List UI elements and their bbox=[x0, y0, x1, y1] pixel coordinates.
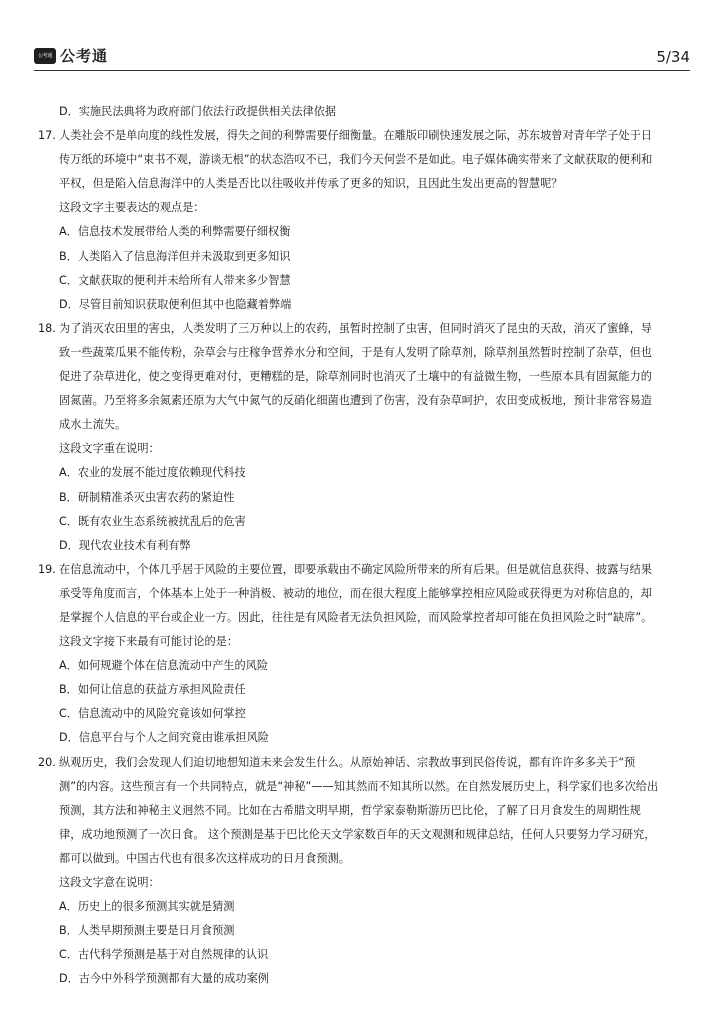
document-body bbox=[38, 100, 690, 991]
option-b: B．如何让信息的获益方承担风险责任 bbox=[59, 683, 246, 697]
page-header bbox=[34, 44, 690, 71]
question-prompt: 这段文字意在说明： bbox=[59, 876, 160, 889]
question-text-line: 纵观历史，我们会发现人们迫切地想知道未来会发生什么。从原始神话、宗教故事到民俗传说，都有许许多多关于“预 bbox=[59, 755, 636, 769]
option-a: A．如何规避个体在信息流动中产生的风险 bbox=[59, 659, 269, 673]
question-text-line: 测”的内容。这些预言有一个共同特点，就是“神秘”——知其然而不知其所以然。在自然发展历史上，科学家们也多次给出 bbox=[59, 779, 659, 793]
option-a: A．农业的发展不能过度依赖现代科技 bbox=[59, 466, 246, 480]
question-text-line: 平权，但是陷入信息海洋中的人类是否比以往吸收并传承了更多的知识，且因此生发出更高的智慧呢？ bbox=[59, 177, 563, 191]
logo-text: 公考通 bbox=[60, 47, 109, 65]
question-number: 19. bbox=[38, 562, 56, 576]
question-20 bbox=[38, 751, 690, 992]
option-d: D．信息平台与个人之间究竟由谁承担风险 bbox=[59, 731, 269, 745]
question-text-line: 促进了杂草进化，使之变得更难对付，更糟糕的是，除草剂同时也消灭了土壤中的有益微生物，一些原本具有固氮能力的 bbox=[59, 370, 652, 384]
question-text-line: 是掌握个人信息的平台或企业一方。因此，往往是有风险者无法负担风险，而风险掌控者却可能在负担风险之时“缺席”。 bbox=[59, 610, 653, 624]
question-text-line: 为了消灭农田里的害虫，人类发明了三万种以上的农药，虽暂时控制了虫害，但同时消灭了昆虫的天敌，消灭了蜜蜂，导 bbox=[59, 321, 652, 335]
question-19 bbox=[38, 558, 690, 751]
option-a: A．历史上的很多预测其实就是猜测 bbox=[59, 900, 235, 914]
option-b: B．人类早期预测主要是日月食预测 bbox=[59, 924, 235, 938]
option-c: C．文献获取的便利并未给所有人带来多少智慧 bbox=[59, 273, 291, 287]
question-text-line: 成水土流失。 bbox=[59, 418, 127, 432]
question-prompt: 这段文字主要表达的观点是： bbox=[59, 201, 205, 215]
page-number: 5/34 bbox=[656, 48, 690, 66]
question-text-line: 致一些蔬菜瓜果不能传粉，杂草会与庄稼争营养水分和空间，于是有人发明了除草剂，除草剂虽然暂时控制了杂草，但也 bbox=[59, 345, 652, 359]
question-text-line: 承受等角度而言，个体基本上处于一种消极、被动的地位，而在很大程度上能够掌控相应风险或获得更为对称信息的，却 bbox=[59, 586, 652, 600]
brand-logo bbox=[34, 45, 108, 66]
option-d: D．现代农业技术有利有弊 bbox=[59, 538, 191, 552]
question-text-line: 预测，其方法和神秘主义迥然不同。比如在古希腊文明早期，哲学家泰勒斯游历巴比伦，了解了日月食发生的周期性规 bbox=[59, 803, 641, 817]
question-prompt: 这段文字重在说明： bbox=[59, 442, 160, 456]
question-number: 18. bbox=[38, 321, 56, 335]
question-text-line: 律，成功地预测了一次日食。 这个预测是基于巴比伦天文学家数百年的天文观测和规律总结，任何人只要努力学习研究， bbox=[59, 827, 656, 841]
question-text-line: 在信息流动中，个体几乎居于风险的主要位置，即要承载由不确定风险所带来的所有后果。但是就信息获得、披露与结果 bbox=[59, 562, 652, 576]
option-d: D．尽管目前知识获取便利但其中也隐藏着弊端 bbox=[59, 297, 292, 311]
logo-mark-icon: 公考通 bbox=[34, 48, 56, 64]
option-d: D．古今中外科学预测都有大量的成功案例 bbox=[59, 972, 269, 986]
question-number: 17. bbox=[38, 129, 56, 143]
option-c: C．信息流动中的风险究竟该如何掌控 bbox=[59, 707, 246, 721]
question-17 bbox=[38, 124, 690, 317]
question-number: 20. bbox=[38, 755, 56, 769]
question-18 bbox=[38, 317, 690, 558]
question-text-line: 都可以做到。中国古代也有很多次这样成功的日月食预测。 bbox=[59, 851, 350, 865]
question-text-line: 人类社会不是单向度的线性发展，得失之间的利弊需要仔细衡量。在雕版印刷快速发展之际，苏东坡曾对青年学子处于日 bbox=[59, 129, 652, 143]
option-a: A．信息技术发展带给人类的利弊需要仔细权衡 bbox=[59, 225, 291, 239]
option-b: B．研制精准杀灭虫害农药的紧迫性 bbox=[59, 490, 235, 504]
option-c: C．既有农业生态系统被扰乱后的危害 bbox=[59, 514, 246, 528]
option-c: C．古代科学预测是基于对自然规律的认识 bbox=[59, 948, 269, 962]
option-d-previous-question: D．实施民法典将为政府部门依法行政提供相关法律依据 bbox=[59, 105, 337, 118]
question-text-line: 固氮菌。乃至将多余氮素还原为大气中氮气的反硝化细菌也遭到了伤害，没有杂草呵护，农田变成板地，预计非常容易造 bbox=[59, 394, 652, 408]
option-b: B．人类陷入了信息海洋但并未汲取到更多知识 bbox=[59, 249, 291, 263]
question-prompt: 这段文字接下来最有可能讨论的是： bbox=[59, 635, 239, 649]
question-text-line: 传万纸的环境中“束书不观，游谈无根”的状态浩叹不已，我们今天何尝不是如此。电子媒体确实带来了文献获取的便利和 bbox=[59, 153, 653, 167]
